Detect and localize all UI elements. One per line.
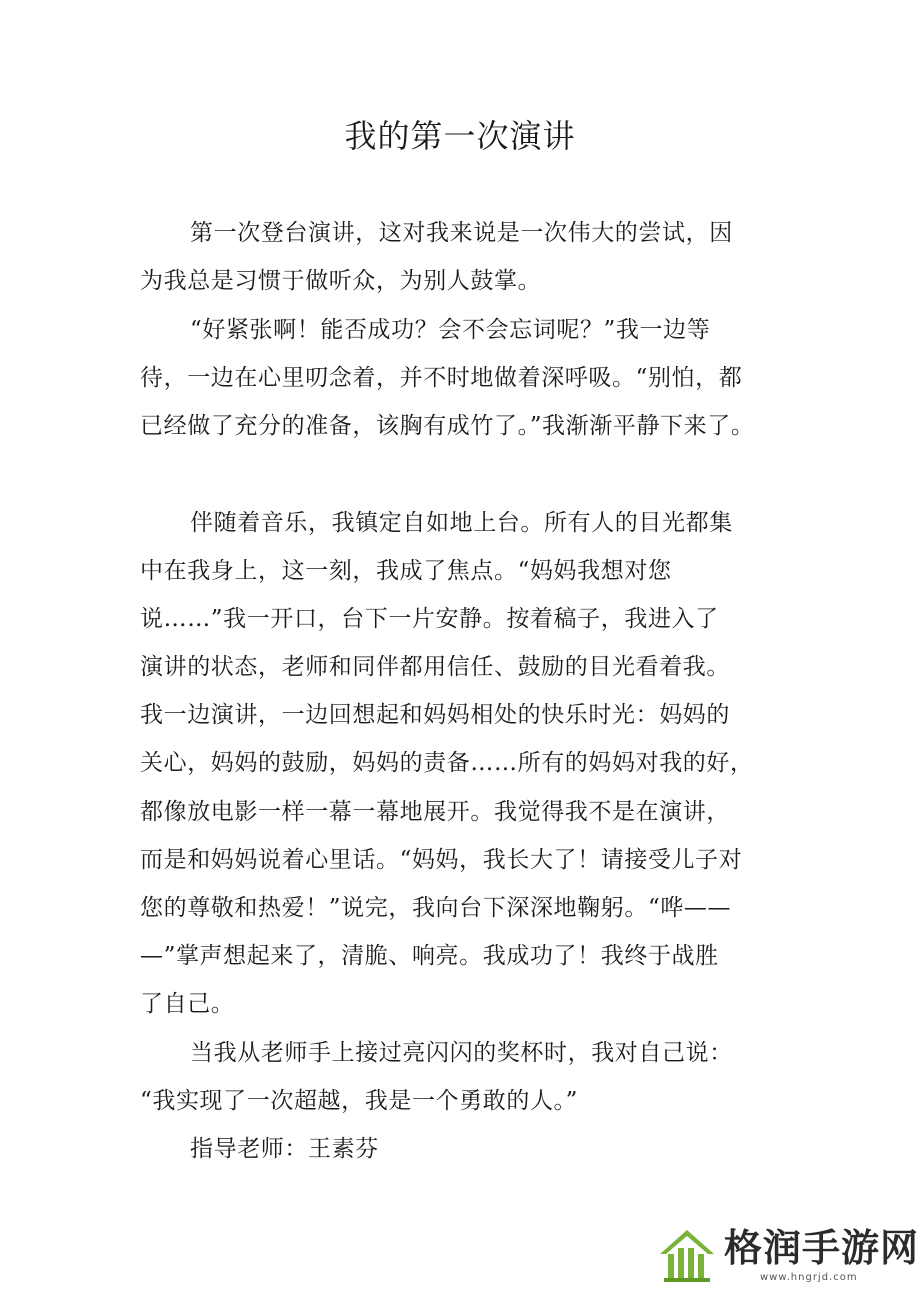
paragraph-line: 中在我身上，这一刻，我成了焦点。“妈妈我想对您 <box>140 558 672 584</box>
paragraph-line: 当我从老师手上接过亮闪闪的奖杯时，我对自己说： <box>190 1040 733 1066</box>
house-stripes-logo-icon <box>656 1224 718 1286</box>
paragraph-line: 而是和妈妈说着心里话。“妈妈，我长大了！请接受儿子对 <box>140 847 743 873</box>
paragraph-line: —”掌声想起来了，清脆、响亮。我成功了！我终于战胜 <box>140 943 719 969</box>
paragraph-line: 演讲的状态，老师和同伴都用信任、鼓励的目光看着我。 <box>140 654 730 680</box>
paragraph-line: 关心，妈妈的鼓励，妈妈的责备……所有的妈妈对我的好， <box>140 750 754 776</box>
site-watermark <box>656 1222 920 1292</box>
paragraph-line: 为我总是习惯于做听众，为别人鼓掌。 <box>140 268 542 294</box>
paragraph-line: “我实现了一次超越，我是一个勇敢的人。” <box>140 1088 579 1114</box>
document-title: 我的第一次演讲 <box>344 117 576 155</box>
paragraph-line: 我一边演讲，一边回想起和妈妈相处的快乐时光：妈妈的 <box>140 702 730 728</box>
paragraph-line: “好紧张啊！能否成功？会不会忘词呢？”我一边等 <box>190 317 711 343</box>
paragraph-line: 了自己。 <box>140 991 235 1017</box>
paragraph-line: 第一次登台演讲，这对我来说是一次伟大的尝试，因 <box>190 220 733 246</box>
paragraph-line: 说……”我一开口，台下一片安静。按着稿子，我进入了 <box>140 606 719 632</box>
paragraph-line: 已经做了充分的准备，该胸有成竹了。”我渐渐平静下来了。 <box>140 413 755 439</box>
watermark-text: 格润手游网 <box>724 1226 920 1270</box>
paragraph-line: 都像放电影一样一幕一幕地展开。我觉得我不是在演讲， <box>140 799 730 825</box>
paragraph-line: 伴随着音乐，我镇定自如地上台。所有人的目光都集 <box>190 510 733 536</box>
advisor-line: 指导老师：王素芬 <box>190 1136 379 1162</box>
watermark-url: www.hngrjd.com <box>760 1272 858 1283</box>
paragraph-line: 待，一边在心里叨念着，并不时地做着深呼吸。“别怕，都 <box>140 365 743 391</box>
paragraph-line: 您的尊敬和热爱！”说完，我向台下深深地鞠躬。“哗—— <box>140 895 732 921</box>
